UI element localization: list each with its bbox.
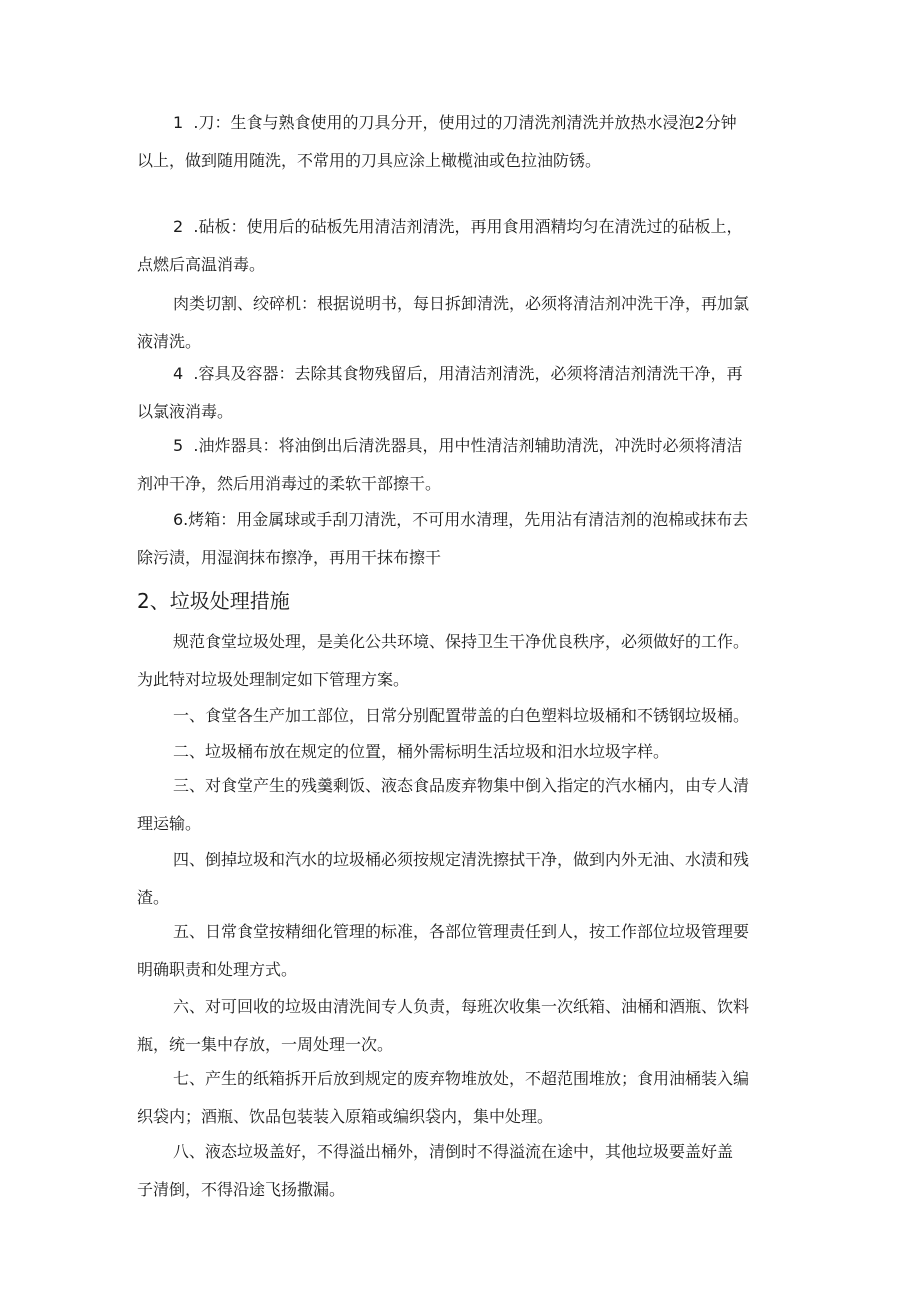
- text-line: 瓶，统一集中存放，一周处理一次。: [137, 1035, 394, 1054]
- text-line: 4 .容具及容器：去除其食物残留后，用清洁剂清洗，必须将清洁剂清洗干净，再: [173, 364, 743, 383]
- paragraph-item-7: [137, 1060, 787, 1136]
- paragraph-knife: [137, 104, 787, 180]
- paragraph-item-5: [137, 913, 787, 989]
- text-line: 除污渍，用湿润抹布擦净，再用干抹布擦干: [137, 548, 442, 567]
- text-line: 剂冲干净，然后用消毒过的柔软干部擦干。: [137, 474, 442, 493]
- text-line: 八、液态垃圾盖好，不得溢出桶外，清倒时不得溢流在途中，其他垃圾要盖好盖: [173, 1142, 734, 1161]
- paragraph-item-4: [137, 841, 787, 917]
- paragraph-containers: [137, 355, 787, 431]
- text-line: 6.烤箱：用金属球或手刮刀清洗，不可用水清理，先用沾有清洁剂的泡棉或抹布去: [173, 510, 749, 529]
- text-line: 规范食堂垃圾处理，是美化公共环境、保持卫生干净优良秩序，必须做好的工作。: [173, 632, 750, 651]
- paragraph-meat-grinder: [137, 285, 787, 361]
- paragraph-fryer: [137, 427, 787, 503]
- text-line: 以上，做到随用随洗，不常用的刀具应涂上橄榄油或色拉油防锈。: [137, 151, 602, 170]
- paragraph-item-6: [137, 988, 787, 1064]
- text-line: 子清倒，不得沿途飞扬撒漏。: [137, 1180, 346, 1199]
- text-line: 点燃后高温消毒。: [137, 255, 266, 274]
- section-heading: 2、垃圾处理措施: [137, 589, 290, 613]
- text-line: 一、食堂各生产加工部位，日常分别配置带盖的白色塑料垃圾桶和不锈钢垃圾桶。: [173, 706, 750, 725]
- text-line: 肉类切割、绞碎机：根据说明书，每日拆卸清洗，必须将清洁剂冲洗干净，再加氯: [173, 294, 750, 313]
- text-line: 5 .油炸器具：将油倒出后清洗器具，用中性清洁剂辅助清洗，冲洗时必须将清洁: [173, 436, 743, 455]
- text-line: 明确职责和处理方式。: [137, 960, 298, 979]
- paragraph-item-1: [137, 697, 787, 735]
- text-line: 三、对食堂产生的残羹剩饭、液态食品废弃物集中倒入指定的汽水桶内，由专人清: [173, 776, 750, 795]
- text-line: 四、倒掉垃圾和汽水的垃圾桶必须按规定清洗擦拭干净，做到内外无油、水渍和残: [173, 850, 750, 869]
- text-line: 七、产生的纸箱拆开后放到规定的废弃物堆放处，不超范围堆放；食用油桶装入编: [173, 1069, 750, 1088]
- text-line: 液清洗。: [137, 332, 202, 351]
- text-line: 五、日常食堂按精细化管理的标准，各部位管理责任到人，按工作部位垃圾管理要: [173, 922, 750, 941]
- paragraph-cutting-board: [137, 208, 787, 284]
- paragraph-item-2: [137, 733, 787, 771]
- text-line: 六、对可回收的垃圾由清洗间专人负责，每班次收集一次纸箱、油桶和酒瓶、饮料: [173, 997, 750, 1016]
- text-line: 以氯液消毒。: [137, 402, 234, 421]
- text-line: 理运输。: [137, 814, 202, 833]
- text-line: 1 .刀：生食与熟食使用的刀具分开，使用过的刀清洗剂清洗并放热水浸泡2分钟: [173, 113, 737, 132]
- text-line: 织袋内；酒瓶、饮品包装装入原箱或编织袋内，集中处理。: [137, 1107, 554, 1126]
- paragraph-oven: [137, 501, 787, 577]
- text-line: 渣。: [137, 888, 170, 907]
- text-line: 2 .砧板：使用后的砧板先用清洁剂清洗，再用食用酒精均匀在清洗过的砧板上，: [173, 217, 743, 236]
- text-line: 二、垃圾桶布放在规定的位置，桶外需标明生活垃圾和汨水垃圾字样。: [173, 742, 670, 761]
- paragraph-intro: [137, 623, 787, 699]
- paragraph-item-8: [137, 1133, 787, 1209]
- text-line: 为此特对垃圾处理制定如下管理方案。: [137, 670, 410, 689]
- paragraph-item-3: [137, 767, 787, 843]
